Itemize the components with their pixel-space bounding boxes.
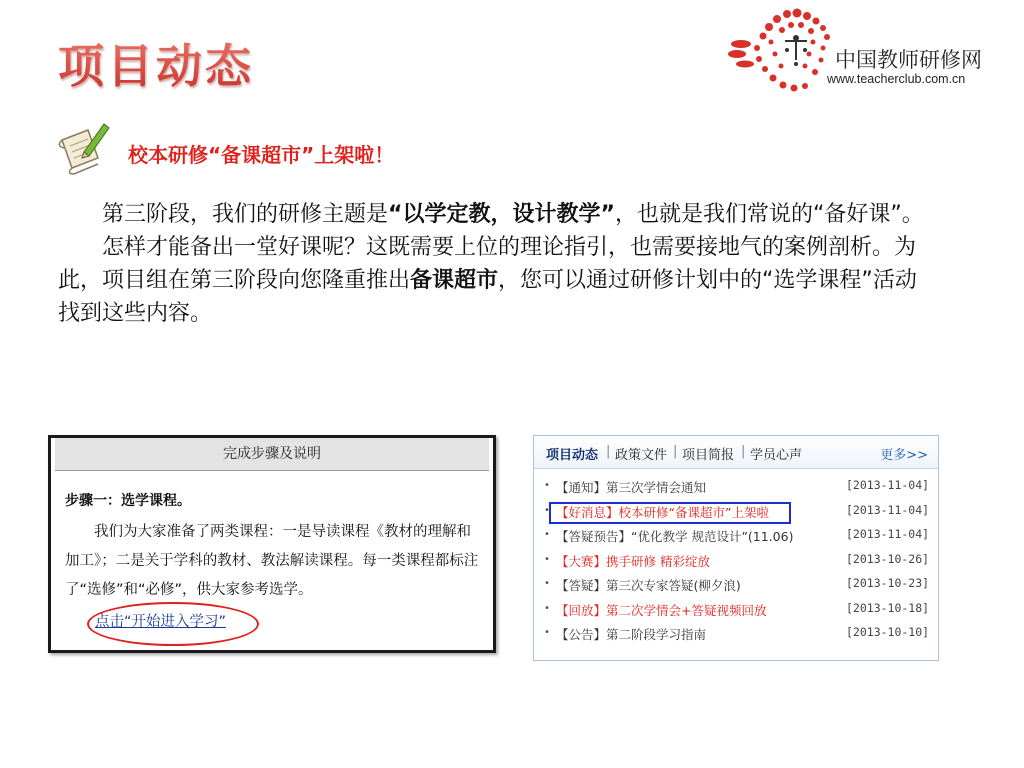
news-title[interactable]: 【好消息】校本研修“备课超市”上架啦 (556, 504, 769, 520)
scroll-pencil-icon (54, 118, 112, 176)
body-text-bold: “以学定教，设计教学” (388, 202, 615, 227)
list-item[interactable] (544, 503, 934, 528)
list-item[interactable] (544, 601, 934, 626)
logo-url: www.teacherclub.com.cn (827, 72, 966, 86)
news-date: [2013-10-26] (846, 551, 930, 566)
body-text-bold: 备课超市 (410, 268, 499, 293)
news-title[interactable]: 【回放】第二次学情会+答疑视频回放 (556, 602, 767, 618)
tab-policy[interactable]: 政策文件 (615, 448, 668, 463)
tab-separator: | (673, 444, 678, 459)
tab-project-news[interactable]: 项目动态 (546, 448, 599, 463)
news-date: [2013-11-04] (846, 502, 930, 517)
step-description-text: 我们为大家准备了两类课程：一是导读课程《教材的理解和加工》；二是关于学科的教材、教法解读课程。每一类课程都标注了“选修”和“必修”，供大家参考选学。 (65, 524, 479, 598)
body-text-run: 怎样才能备出一堂好课呢？这既需要上位的理论指引，也需要接地气的案例剖析。为此，项目组在第三阶段向您隆重推出 (58, 235, 917, 293)
news-title[interactable]: 【通知】第三次学情会通知 (556, 480, 707, 495)
bullet-icon: • (544, 553, 550, 565)
news-date: [2013-11-04] (846, 527, 930, 541)
bullet-icon: • (544, 480, 550, 491)
list-item[interactable] (544, 625, 934, 650)
tab-briefing[interactable]: 项目简报 (682, 448, 735, 463)
bullet-icon: • (544, 504, 550, 516)
list-item[interactable] (544, 552, 934, 577)
body-text-run: ，您可以通过研修计划中的“选学课程”活动找到这些内容。 (58, 268, 917, 326)
page-title: 项目动态 (58, 30, 254, 96)
list-item[interactable] (544, 576, 934, 601)
news-date: [2013-10-18] (846, 600, 930, 615)
steps-screenshot (48, 435, 496, 653)
tab-separator: | (741, 444, 746, 459)
bullet-icon: • (544, 529, 550, 540)
section-heading: 校本研修“备课超市”上架啦！ (128, 143, 395, 167)
body-text-run: ，也就是我们常说的“备好课”。 (614, 202, 924, 227)
bullet-icon: • (544, 602, 550, 614)
news-title[interactable]: 【公告】第二阶段学习指南 (556, 627, 707, 642)
body-text (58, 198, 938, 330)
news-title[interactable]: 【大赛】携手研修 精彩绽放 (556, 553, 710, 569)
news-list (544, 478, 934, 650)
steps-header: 完成步骤及说明 (55, 438, 489, 471)
step-description (65, 518, 485, 605)
list-item[interactable] (544, 478, 934, 503)
news-tabs (534, 436, 938, 469)
body-paragraph-1 (58, 198, 938, 231)
tab-student-voice[interactable]: 学员心声 (750, 448, 803, 463)
teacherclub-logo (725, 8, 1015, 93)
bullet-icon: • (544, 578, 550, 589)
logo-name: 中国教师研修网 (835, 48, 982, 72)
list-item[interactable] (544, 527, 934, 552)
news-date: [2013-11-04] (846, 478, 930, 492)
body-text-run: 第三阶段，我们的研修主题是 (102, 202, 389, 227)
tab-separator: | (606, 444, 611, 459)
news-date: [2013-10-10] (846, 625, 930, 639)
more-link[interactable]: 更多>> (880, 448, 928, 463)
logo-dots-icon (725, 8, 835, 93)
bullet-icon: • (544, 627, 550, 638)
news-title[interactable]: 【答疑】第三次专家答疑(柳夕浪) (556, 578, 741, 593)
body-paragraph-2 (58, 231, 938, 330)
step-title: 步骤一：选学课程。 (65, 493, 191, 509)
start-learning-link[interactable]: 点击“开始进入学习” (95, 614, 227, 630)
news-date: [2013-10-23] (846, 576, 930, 590)
news-title[interactable]: 【答疑预告】“优化教学 规范设计”(11.06) (556, 529, 794, 544)
news-screenshot (533, 435, 939, 661)
